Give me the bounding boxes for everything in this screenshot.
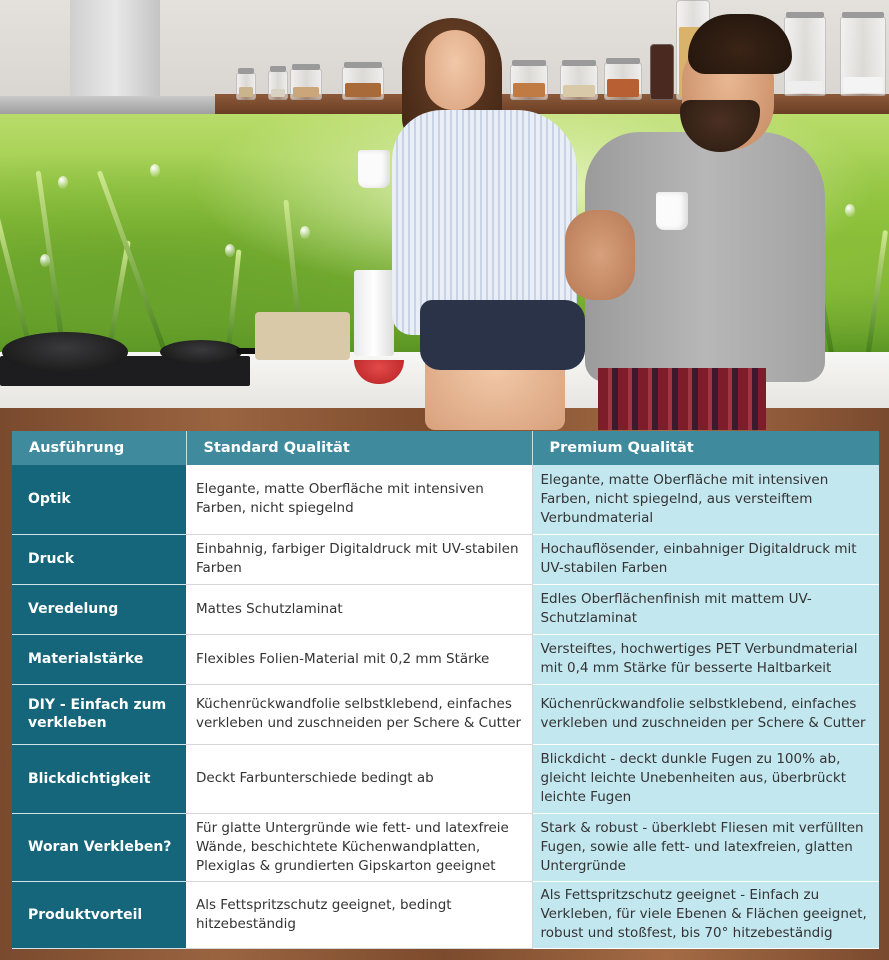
table-header-row [12, 431, 879, 465]
premium-cell: Hochauflösender, einbahniger Digitaldruck mit UV-stabilen Farben [532, 534, 879, 584]
glass-jar [560, 64, 598, 100]
paper-towel-roll [354, 270, 394, 356]
egg-carton [255, 312, 350, 360]
water-drop [40, 254, 50, 267]
premium-cell: Versteiftes, hochwertiges PET Verbundmaterial mit 0,4 mm Stärke für besserte Haltbarkeit [532, 634, 879, 684]
water-drop [845, 204, 855, 217]
table-row [12, 465, 879, 534]
header-premium: Premium Qualität [532, 431, 879, 465]
table-row [12, 684, 879, 744]
spice-jar [236, 72, 256, 100]
premium-cell: Küchenrückwandfolie selbstklebend, einfaches verkleben und zuschneiden per Schere & Cutter [532, 684, 879, 744]
small-pan [160, 340, 242, 364]
coffee-mug [656, 192, 688, 230]
table-row [12, 744, 879, 813]
row-label: Produktvorteil [12, 881, 186, 948]
standard-cell: Küchenrückwandfolie selbstklebend, einfaches verkleben und zuschneiden per Schere & Cutter [186, 684, 532, 744]
premium-cell: Elegante, matte Oberfläche mit intensiven Farben, nicht spiegelnd, aus versteiftem Verbundmaterial [532, 465, 879, 534]
row-label: Blickdichtigkeit [12, 744, 186, 813]
dark-jar [650, 44, 674, 100]
water-drop [225, 244, 235, 257]
tall-jar [840, 16, 886, 96]
standard-cell: Elegante, matte Oberfläche mit intensiven Farben, nicht spiegelnd [186, 465, 532, 534]
table-row [12, 584, 879, 634]
standard-cell: Als Fettspritzschutz geeignet, bedingt hitzebeständig [186, 881, 532, 948]
table-row [12, 634, 879, 684]
water-drop [150, 164, 160, 177]
row-label: Optik [12, 465, 186, 534]
premium-cell: Edles Oberflächenfinish mit mattem UV-Schutzlaminat [532, 584, 879, 634]
glass-jar [342, 66, 384, 100]
table-row [12, 813, 879, 881]
glass-jar [510, 64, 548, 100]
row-label: DIY - Einfach zum verkleben [12, 684, 186, 744]
water-drop [300, 226, 310, 239]
standard-cell: Für glatte Untergründe wie fett- und latexfreie Wände, beschichtete Küchenwandplatten, Plexiglas & grundierten Gipskarton geeignet [186, 813, 532, 881]
table-row [12, 881, 879, 948]
grass-blade [865, 230, 888, 359]
table-row [12, 534, 879, 584]
spice-jar [268, 70, 288, 100]
standard-cell: Deckt Farbunterschiede bedingt ab [186, 744, 532, 813]
premium-cell: Stark & robust - überklebt Fliesen mit verfüllten Fugen, sowie alle fett- und latexfreien, glatten Untergründe [532, 813, 879, 881]
row-label: Materialstärke [12, 634, 186, 684]
premium-cell: Als Fettspritzschutz geeignet - Einfach zu Verkleben, für viele Ebenen & Flächen geeignet, robust und stoßfest, bis 70° hitzebeständig [532, 881, 879, 948]
coffee-mug [358, 150, 390, 188]
grass-blade [97, 170, 170, 360]
standard-cell: Flexibles Folien-Material mit 0,2 mm Stärke [186, 634, 532, 684]
comparison-table [12, 431, 879, 949]
standard-cell: Einbahnig, farbiger Digitaldruck mit UV-stabilen Farben [186, 534, 532, 584]
glass-jar [604, 62, 642, 100]
range-hood-chimney [70, 0, 160, 98]
quality-comparison-table [12, 431, 879, 949]
water-drop [58, 176, 68, 189]
header-ausfuehrung: Ausführung [12, 431, 186, 465]
row-label: Woran Verkleben? [12, 813, 186, 881]
glass-jar [290, 68, 322, 100]
premium-cell: Blickdicht - deckt dunkle Fugen zu 100% ab, gleicht leichte Unebenheiten aus, überbrückt leichte Fugen [532, 744, 879, 813]
header-standard: Standard Qualität [186, 431, 532, 465]
standard-cell: Mattes Schutzlaminat [186, 584, 532, 634]
frying-pan [2, 332, 128, 372]
row-label: Veredelung [12, 584, 186, 634]
row-label: Druck [12, 534, 186, 584]
